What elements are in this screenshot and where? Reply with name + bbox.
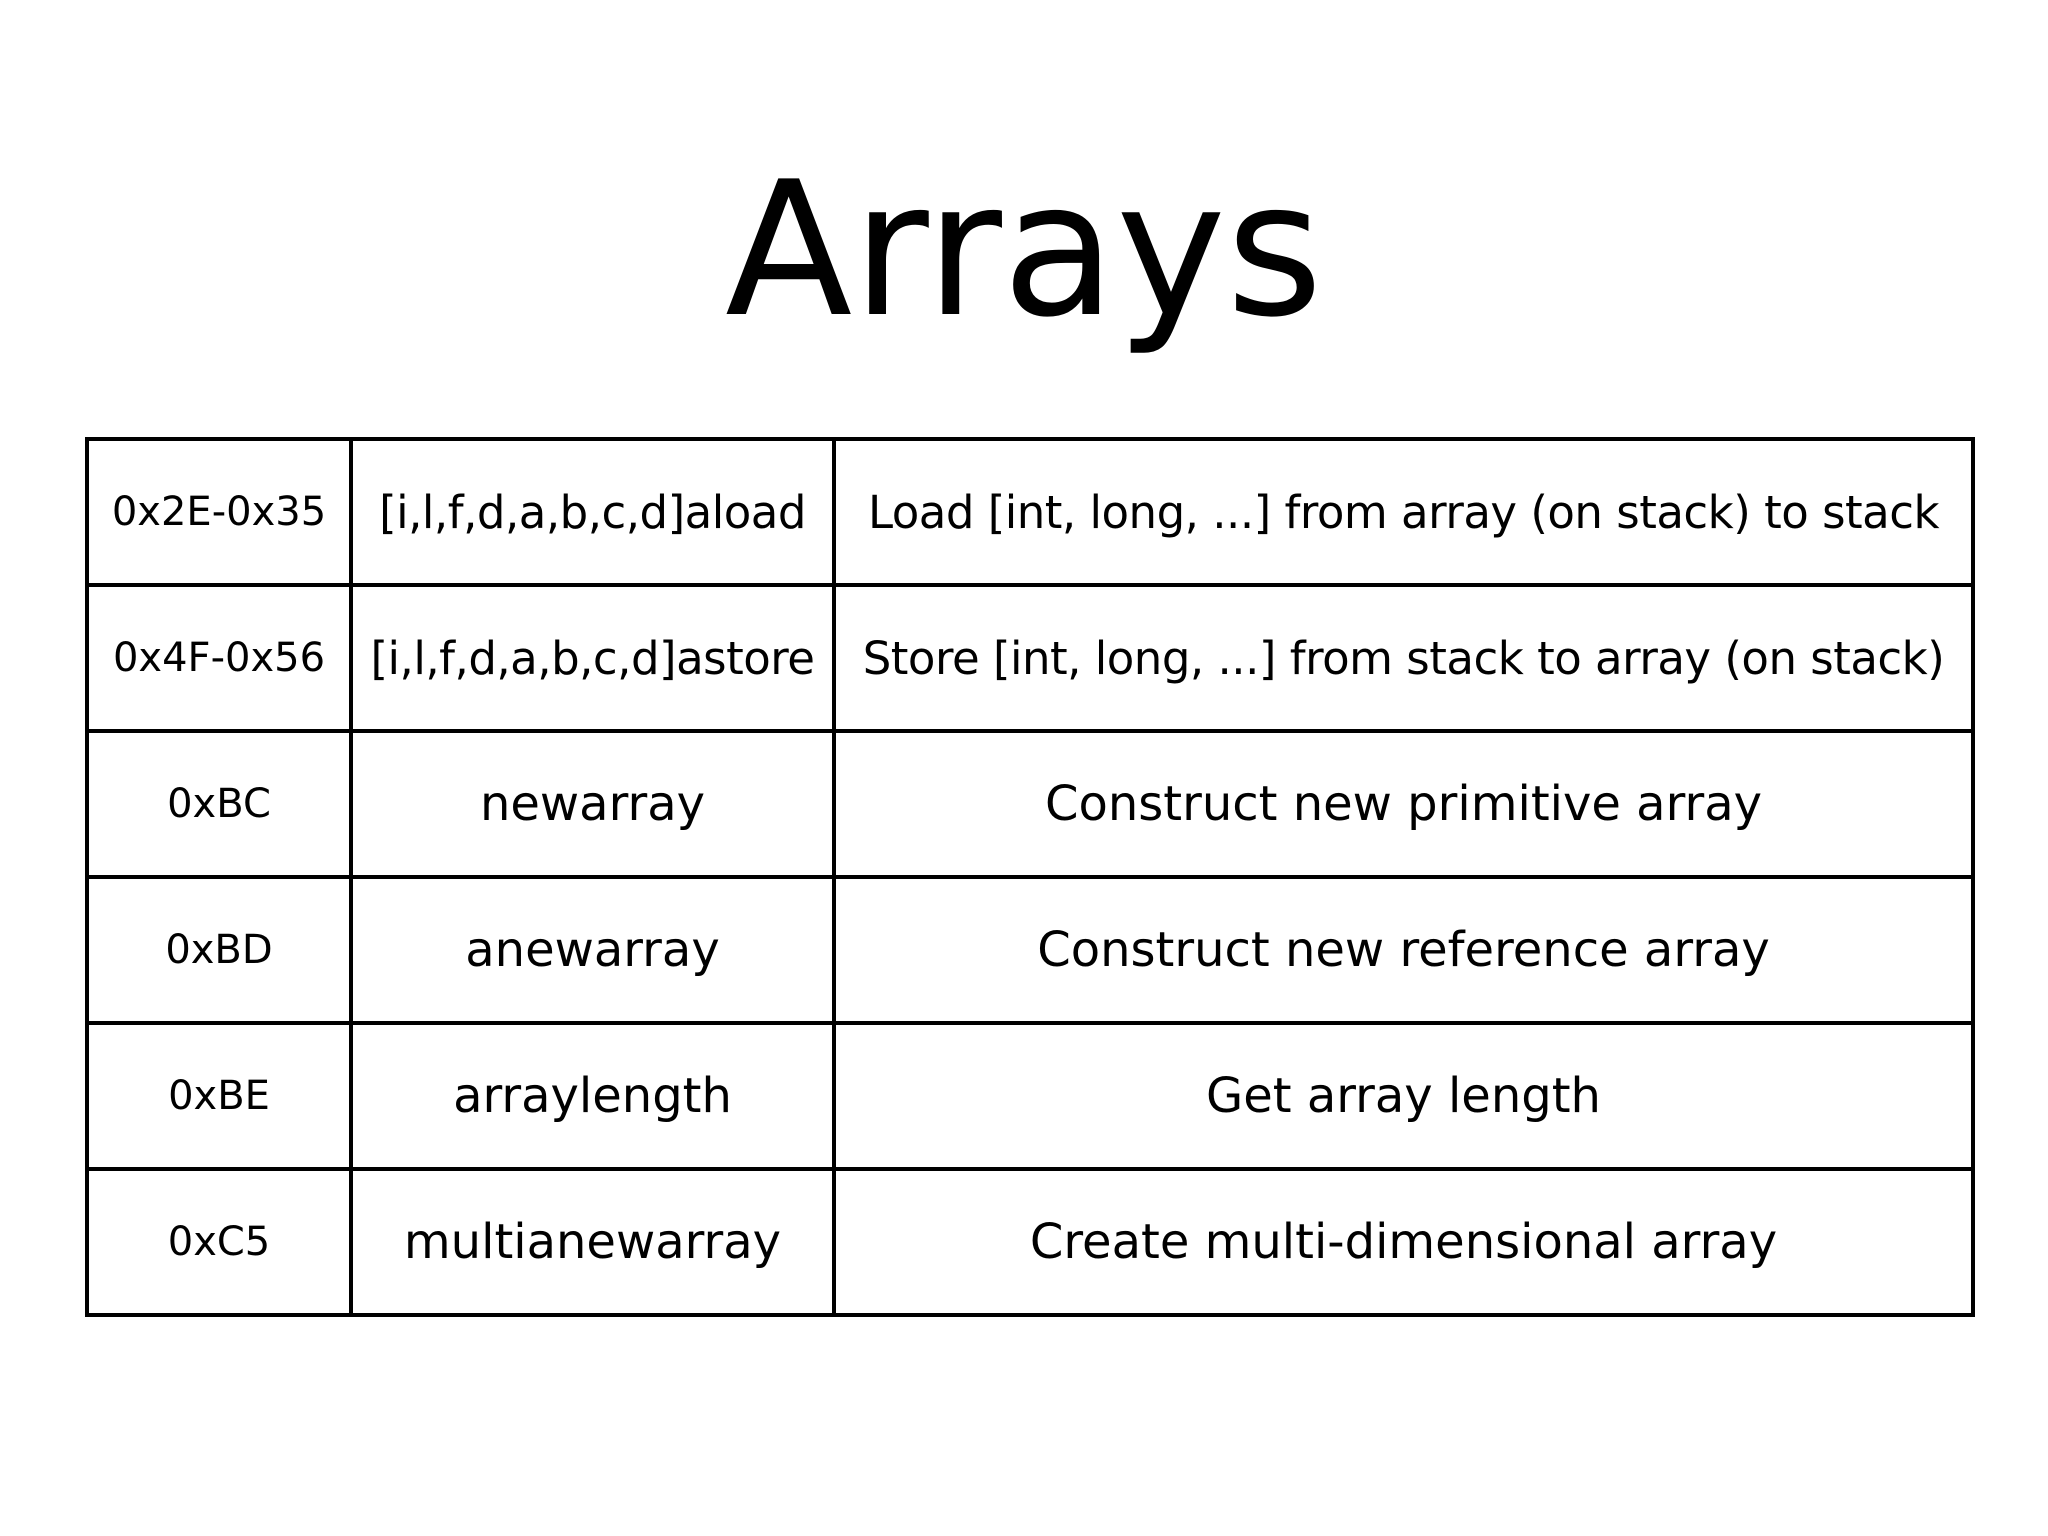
description-cell: Load [int, long, ...] from array (on stack) to stack <box>834 439 1973 585</box>
table-row <box>87 877 1973 1023</box>
mnemonic-cell: anewarray <box>351 877 834 1023</box>
opcode-cell: 0xC5 <box>87 1169 351 1315</box>
opcode-table <box>85 437 1975 1317</box>
opcode-cell: 0x2E-0x35 <box>87 439 351 585</box>
table-row <box>87 585 1973 731</box>
description-cell: Create multi-dimensional array <box>834 1169 1973 1315</box>
description-cell: Get array length <box>834 1023 1973 1169</box>
opcode-table-container <box>85 437 1971 1317</box>
mnemonic-cell: arraylength <box>351 1023 834 1169</box>
mnemonic-cell: newarray <box>351 731 834 877</box>
opcode-cell: 0xBE <box>87 1023 351 1169</box>
table-row <box>87 1169 1973 1315</box>
description-cell: Store [int, long, ...] from stack to array (on stack) <box>834 585 1973 731</box>
mnemonic-cell: multianewarray <box>351 1169 834 1315</box>
description-cell: Construct new reference array <box>834 877 1973 1023</box>
opcode-cell: 0x4F-0x56 <box>87 585 351 731</box>
mnemonic-cell: [i,l,f,d,a,b,c,d]astore <box>351 585 834 731</box>
table-row <box>87 439 1973 585</box>
mnemonic-cell: [i,l,f,d,a,b,c,d]aload <box>351 439 834 585</box>
opcode-cell: 0xBC <box>87 731 351 877</box>
table-row <box>87 1023 1973 1169</box>
slide-title: Arrays <box>725 141 1323 358</box>
table-row <box>87 731 1973 877</box>
description-cell: Construct new primitive array <box>834 731 1973 877</box>
opcode-cell: 0xBD <box>87 877 351 1023</box>
